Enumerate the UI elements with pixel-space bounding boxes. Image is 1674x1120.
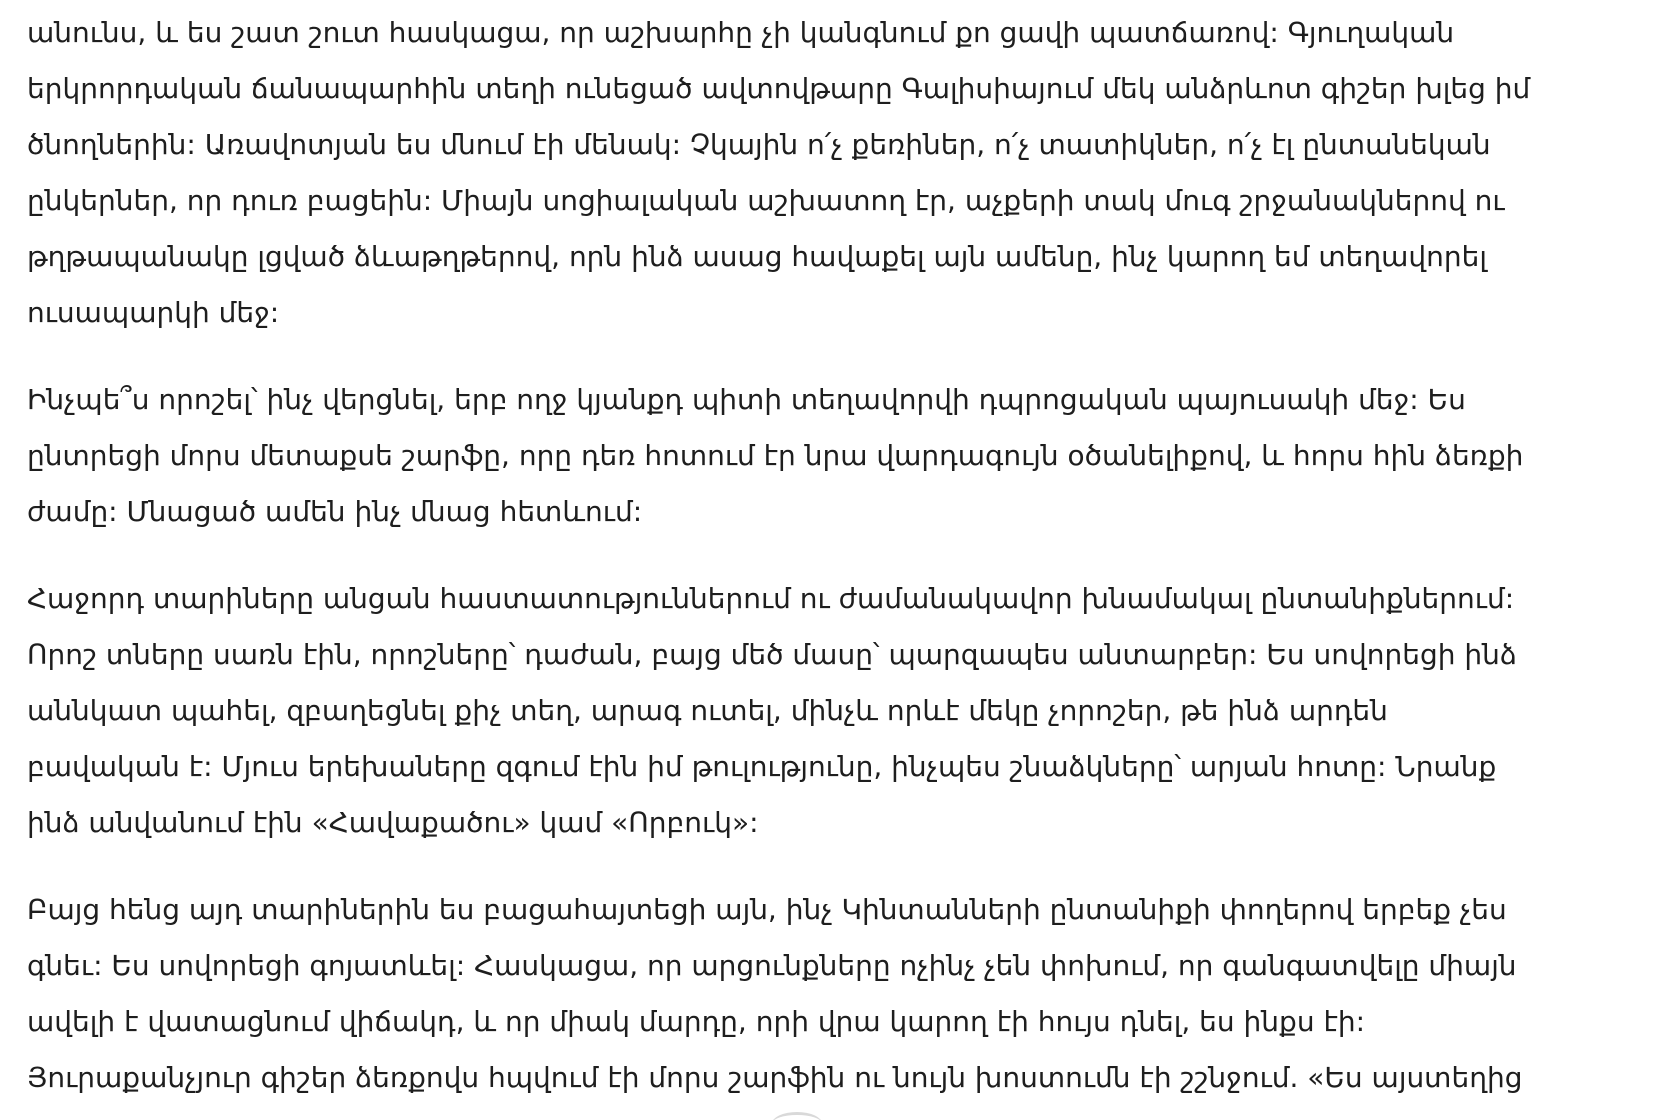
text-line: Որոշ տները սառն էին, որոշները՝ դաժան, բայց մեծ մասը՝ պարզապես անտարբեր: Ես սովորեցի ինձ xyxy=(27,638,1517,671)
article-body xyxy=(27,5,1647,1120)
text-line: աննկատ պահել, զբաղեցնել քիչ տեղ, արագ ուտել, մինչև որևէ մեկը չորոշեր, թե ինձ արդեն xyxy=(27,694,1388,727)
text-line: երկրորդական ճանապարհին տեղի ունեցած ավտովթարը Գալիսիայում մեկ անձրևոտ գիշեր խլեց իմ xyxy=(27,72,1531,105)
text-line: ավելի է վատացնում վիճակդ, և որ միակ մարդը, որի վրա կարող էի հույս դնել, ես ինքս էի: xyxy=(27,1005,1366,1038)
text-line: Ինչպե՞ս որոշել՝ ինչ վերցնել, երբ ողջ կյանքդ պիտի տեղավորվի դպրոցական պայուսակի մեջ: Ես xyxy=(27,383,1466,416)
text-line: թղթապանակը լցված ձևաթղթերով, որն ինձ ասաց հավաքել այն ամենը, ինչ կարող եմ տեղավորել xyxy=(27,240,1488,273)
paragraph-2 xyxy=(27,372,1647,540)
text-line: ինձ անվանում էին «Հավաքածու» կամ «Որբուկ»: xyxy=(27,806,759,839)
paragraph-1 xyxy=(27,5,1647,341)
text-line: ընտրեցի մորս մետաքսե շարֆը, որը դեռ հոտում էր նրա վարդագույն օծանելիքով, և հորս հին ձեռքի xyxy=(27,439,1524,472)
text-line: Բայց հենց այդ տարիներին ես բացահայտեցի այն, ինչ Կինտանների ընտանիքի փողերով երբեք չես xyxy=(27,893,1507,926)
text-line: Յուրաքանչյուր գիշեր ձեռքովս հպվում էի մորս շարֆին ու նույն խոստումն էի շշնջում. «Ես այստեղից xyxy=(27,1061,1523,1094)
text-line: ծնողներին: Առավոտյան ես մնում էի մենակ: Չկային ո՛չ քեռիներ, ո՛չ տատիկներ, ո՛չ էլ ընտանեկան xyxy=(27,128,1491,161)
text-line: գնեւ: Ես սովորեցի գոյատևել: Հասկացա, որ արցունքները ոչինչ չեն փոխում, որ գանգատվելը միայն xyxy=(27,949,1517,982)
text-line: Հաջորդ տարիները անցան հաստատություններում ու ժամանակավոր խնամակալ ընտանիքներում: xyxy=(27,582,1515,615)
paragraph-3 xyxy=(27,571,1647,851)
text-line: անունս, և ես շատ շուտ հասկացա, որ աշխարհը չի կանգնում քո ցավի պատճառով: Գյուղական xyxy=(27,16,1455,49)
text-line: ուսապարկի մեջ: xyxy=(27,296,280,329)
paragraph-4 xyxy=(27,882,1647,1106)
text-line: բավական է: Մյուս երեխաները զգում էին իմ թուլությունը, ինչպես շնաձկները՝ արյան հոտը: Նրանք xyxy=(27,750,1497,783)
text-line: ժամը: Մնացած ամեն ինչ մնաց հետևում: xyxy=(27,495,643,528)
text-line: ընկերներ, որ դուռ բացեին: Միայն սոցիալական աշխատող էր, աչքերի տակ մուգ շրջանակներով ու xyxy=(27,184,1505,217)
